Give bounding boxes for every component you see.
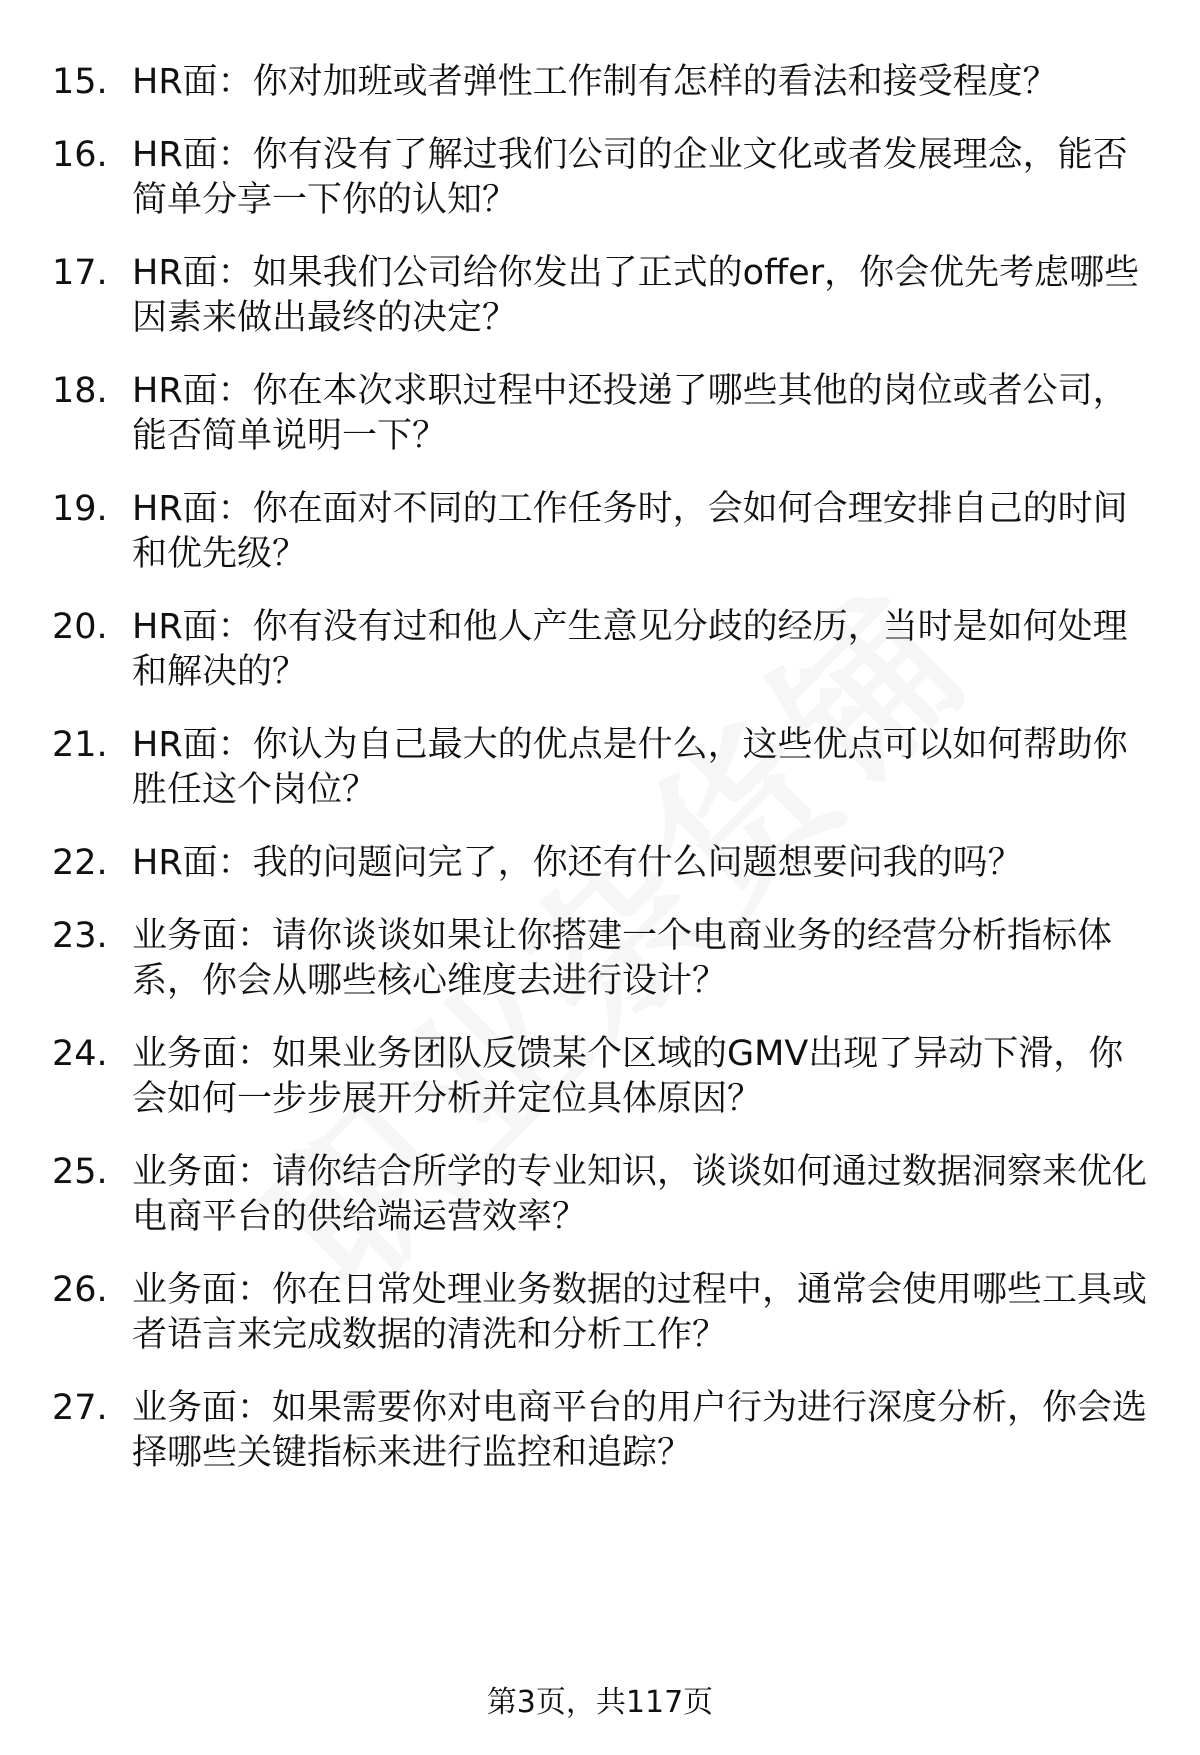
question-number: 19. [52,489,108,529]
question-number: 26. [52,1270,108,1310]
question-text: HR面：你在本次求职过程中还投递了哪些其他的岗位或者公司，能否简单说明一下？ [132,371,1128,456]
question-text: 业务面：请你谈谈如果让你搭建一个电商业务的经营分析指标体系，你会从哪些核心维度去进行设计？ [132,916,1113,1001]
question-text: HR面：你有没有过和他人产生意见分歧的经历，当时是如何处理和解决的？ [132,607,1128,692]
question-list [52,60,1152,1504]
list-item [52,369,1152,459]
question-number: 20. [52,607,108,647]
list-item [52,133,1152,223]
question-number: 16. [52,135,108,175]
list-item [52,914,1152,1004]
list-item [52,251,1152,341]
question-text: HR面：你对加班或者弹性工作制有怎样的看法和接受程度？ [132,62,1058,102]
list-item [52,1150,1152,1240]
question-number: 22. [52,843,108,883]
question-number: 27. [52,1388,108,1428]
question-text: HR面：你认为自己最大的优点是什么，这些优点可以如何帮助你胜任这个岗位？ [132,725,1128,810]
question-text: 业务面：如果需要你对电商平台的用户行为进行深度分析，你会选择哪些关键指标来进行监控和追踪？ [132,1388,1148,1473]
list-item [52,487,1152,577]
list-item [52,605,1152,695]
question-number: 17. [52,253,108,293]
page-number-footer: 第3页，共117页 [486,1685,714,1720]
question-text: 业务面：请你结合所学的专业知识，谈谈如何通过数据洞察来优化电商平台的供给端运营效率？ [132,1152,1148,1237]
question-number: 24. [52,1034,108,1074]
list-item [52,1268,1152,1358]
question-number: 15. [52,62,108,102]
list-item [52,723,1152,813]
question-number: 18. [52,371,108,411]
question-text: HR面：如果我们公司给你发出了正式的offer，你会优先考虑哪些因素来做出最终的决定？ [132,253,1140,338]
question-text: HR面：我的问题问完了，你还有什么问题想要问我的吗？ [132,843,1023,883]
question-text: HR面：你在面对不同的工作任务时，会如何合理安排自己的时间和优先级？ [132,489,1128,574]
list-item [52,841,1152,886]
list-item [52,1032,1152,1122]
question-text: 业务面：你在日常处理业务数据的过程中，通常会使用哪些工具或者语言来完成数据的清洗和分析工作？ [132,1270,1148,1355]
question-text: HR面：你有没有了解过我们公司的企业文化或者发展理念，能否简单分享一下你的认知？ [132,135,1128,220]
list-item [52,60,1152,105]
list-item [52,1386,1152,1476]
question-number: 23. [52,916,108,956]
question-number: 25. [52,1152,108,1192]
question-number: 21. [52,725,108,765]
question-text: 业务面：如果业务团队反馈某个区域的GMV出现了异动下滑，你会如何一步步展开分析并定位具体原因？ [132,1034,1124,1119]
